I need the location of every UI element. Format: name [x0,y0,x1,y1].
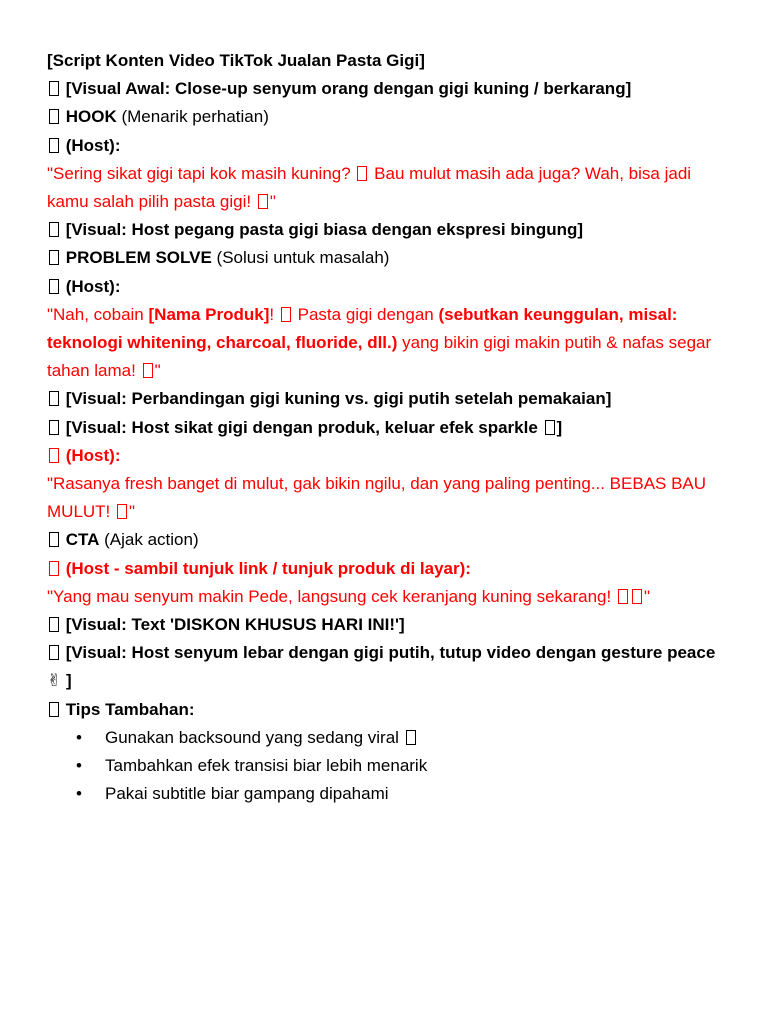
script-document [47,47,727,808]
visual-awal-line: [Visual Awal: Close-up senyum orang dengan gigi kuning / berkarang] [47,75,727,103]
bullet-icon: • [76,727,82,747]
solve-quote: "Nah, cobain [Nama Produk]! Pasta gigi dengan (sebutkan keunggulan, misal: teknologi whitening, charcoal, fluoride, dll.) yang bikin gigi makin putih & nafas segar tahan lama! " [47,304,712,381]
fresh-quote: "Rasanya fresh banget di mulut, gak bikin ngilu, dan yang paling penting... BEBAS BAU MULUT! " [47,474,707,522]
cta-quote: "Yang mau senyum makin Pede, langsung cek keranjang kuning sekarang! " [47,586,651,606]
tips-heading: Tips Tambahan: [47,696,727,724]
emoji-placeholder-icon [49,420,59,435]
hook-heading: HOOK (Menarik perhatian) [47,103,727,131]
problem-solve-heading: PROBLEM SOLVE (Solusi untuk masalah) [47,244,727,272]
visual-perbandingan-line: [Visual: Perbandingan gigi kuning vs. gigi putih setelah pemakaian] [47,385,727,413]
visual-diskon-line: [Visual: Text 'DISKON KHUSUS HARI INI!'] [47,611,727,639]
emoji-placeholder-icon [49,561,59,576]
peace-hand-icon: ✌ [47,671,62,691]
emoji-placeholder-icon [49,109,59,124]
emoji-placeholder-icon [406,730,416,745]
emoji-placeholder-icon [281,307,291,322]
emoji-placeholder-icon [632,589,642,604]
emoji-placeholder-icon [357,166,367,181]
advantages-placeholder: (sebutkan keunggulan, misal: teknologi whitening, charcoal, fluoride, dll.) [47,304,678,353]
list-item: • Gunakan backsound yang sedang viral [47,724,727,752]
document-title: [Script Konten Video TikTok Jualan Pasta Gigi] [47,51,425,70]
hook-quote: "Sering sikat gigi tapi kok masih kuning? Bau mulut masih ada juga? Wah, bisa jadi kamu salah pilih pasta gigi! " [47,163,692,212]
tips-list [47,724,727,809]
emoji-placeholder-icon [49,138,59,153]
emoji-placeholder-icon [49,645,59,660]
host-label: (Host): [47,442,727,470]
product-name-placeholder: [Nama Produk] [148,304,270,324]
emoji-placeholder-icon [117,504,127,519]
bullet-icon: • [76,756,82,776]
cta-heading: CTA (Ajak action) [47,526,727,554]
emoji-placeholder-icon [49,702,59,717]
emoji-placeholder-icon [618,589,628,604]
emoji-placeholder-icon [49,532,59,547]
visual-senyum-line: [Visual: Host senyum lebar dengan gigi putih, tutup video dengan gesture peace ✌ ] [47,643,716,691]
emoji-placeholder-icon [49,448,59,463]
emoji-placeholder-icon [49,81,59,96]
emoji-placeholder-icon [49,279,59,294]
visual-bingung-line: [Visual: Host pegang pasta gigi biasa dengan ekspresi bingung] [47,216,727,244]
emoji-placeholder-icon [49,250,59,265]
list-item: • Pakai subtitle biar gampang dipahami [47,780,727,808]
emoji-placeholder-icon [49,222,59,237]
emoji-placeholder-icon [258,194,268,209]
emoji-placeholder-icon [545,420,555,435]
emoji-placeholder-icon [143,363,153,378]
host-cta-label: (Host - sambil tunjuk link / tunjuk produk di layar): [47,555,727,583]
emoji-placeholder-icon [49,391,59,406]
visual-sikat-line: [Visual: Host sikat gigi dengan produk, keluar efek sparkle ] [47,414,727,442]
host-label: (Host): [47,132,727,160]
host-label: (Host): [47,273,727,301]
bullet-icon: • [76,784,82,804]
emoji-placeholder-icon [49,617,59,632]
list-item: • Tambahkan efek transisi biar lebih menarik [47,752,727,780]
